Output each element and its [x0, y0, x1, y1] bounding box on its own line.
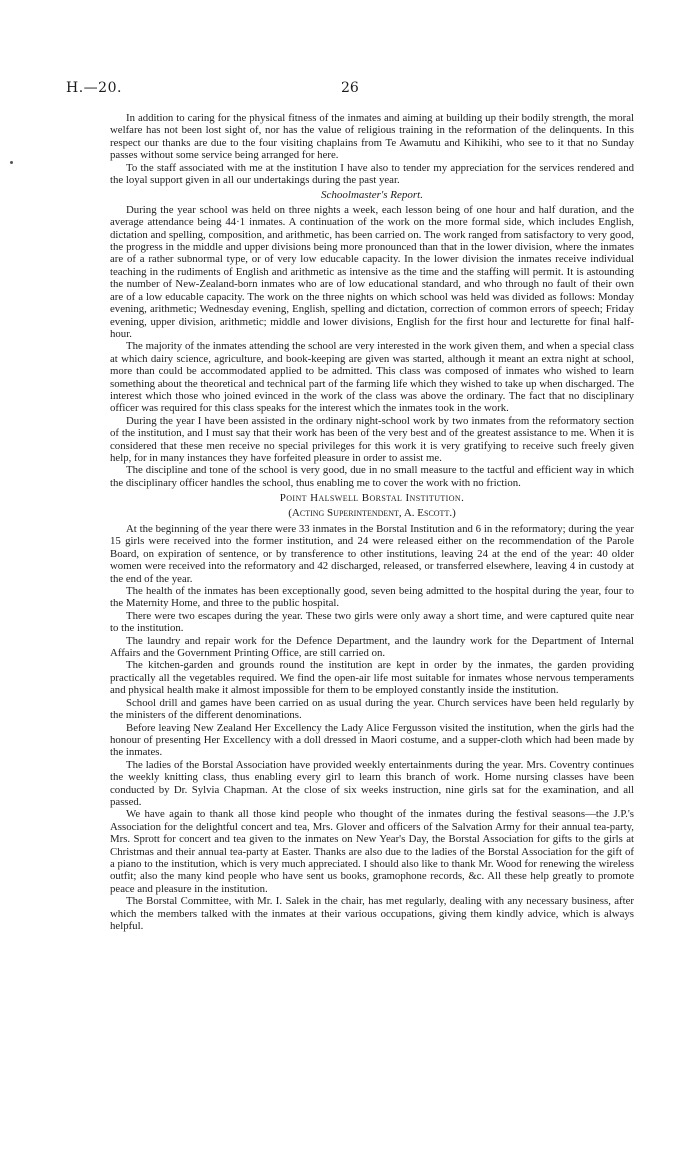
schoolmaster-report-heading: Schoolmaster's Report.: [321, 189, 423, 202]
paragraph: The laundry and repair work for the Defence Department, and the laundry work for the Department of Internal Affairs and the Government Printing Office, are still carried on.: [110, 634, 634, 660]
section-subtitle: (Acting Superintendent, A. Escott.): [288, 506, 456, 519]
paragraph: The ladies of the Borstal Association have provided weekly entertainments during the year. Mrs. Coventry continues the weekly knitting class, thus enabling every girl to learn this branch of work. Home nursing classes have been conducted by Dr. Sylvia Chapman. At the close of six weeks instruction, nine girls sat for the examination, and all passed.: [110, 758, 634, 808]
page-number: 26: [341, 80, 359, 96]
paragraph: The kitchen-garden and grounds round the institution are kept in order by the inmates, the garden providing practically all the vegetables required. We find the open-air life most suitable for inmates whose nervous temperaments and physical health make it almost impossible for them to be employed constantly inside the institution.: [110, 659, 634, 697]
paragraph: At the beginning of the year there were 33 inmates in the Borstal Institution and 6 in the reformatory; during the year 15 girls were received into the former institution, and 24 were released either on the recommendation of the Parole Board, on expiration of sentence, or by transference to other institutions, leaving 24 at the end of the year: 40 older women were received into the reformatory and 42 discharged, released, or transferred elsewhere, leaving 4 in custody at the end of the year.: [110, 523, 634, 585]
paragraph: The Borstal Committee, with Mr. I. Salek in the chair, has met regularly, dealing with any necessary business, after which the members talked with the inmates at their various occupations, giving them kindly advice, which is always helpful.: [110, 895, 634, 932]
paragraph: The discipline and tone of the school is very good, due in no small measure to the tactful and efficient way in which the disciplinary officer handles the school, thus enabling me to cover the work with no friction.: [110, 464, 634, 489]
margin-mark: [10, 161, 13, 164]
paragraph: The health of the inmates has been exceptionally good, seven being admitted to the hospital during the year, four to the Maternity Home, and three to the public hospital.: [110, 585, 634, 610]
paragraph: To the staff associated with me at the institution I have also to tender my appreciation for the services rendered and the loyal support given in all our undertakings during the past year.: [110, 161, 634, 187]
paragraph: Before leaving New Zealand Her Excellency the Lady Alice Fergusson visited the institution, when the girls had the honour of presenting Her Excellency with a doll dressed in Maori costume, and a supper-cloth which had been made by the inmates.: [110, 721, 634, 759]
paragraph: In addition to caring for the physical fitness of the inmates and aiming at building up their bodily strength, the moral welfare has not been lost sight of, nor has the value of religious training in the reformation of the delinquents. In this respect our thanks are due to the four visiting chaplains from Te Awamutu and Kihikihi, who see to it that no Sunday passes without some service being arranged for here.: [110, 112, 634, 162]
paragraph: There were two escapes during the year. These two girls were only away a short time, and were captured quite near to the institution.: [110, 609, 634, 635]
section-title: Point Halswell Borstal Institution.: [279, 492, 465, 505]
page-header: [66, 80, 636, 98]
body-text: [110, 112, 634, 932]
paragraph: During the year I have been assisted in the ordinary night-school work by two inmates from the reformatory section of the institution, and I must say that their work has been of the very best and of the greatest assistance to me. When it is considered that these men receive no special privileges for this work it is very gratifying to receive such freely given help, for in many instances they have forfeited pleasure in order to assist me.: [110, 414, 634, 464]
paragraph: School drill and games have been carried on as usual during the year. Church services have been held regularly by the ministers of the different denominations.: [110, 696, 634, 722]
document-reference: H.—20.: [66, 80, 122, 96]
paragraph: During the year school was held on three nights a week, each lesson being of one hour and half duration, and the average attendance being 44·1 inmates. A continuation of the work on the more formal side, which includes English, dictation and spelling, composition, and arithmetic, has been carried on. The work ranged from satisfactory to very good, the progress in the middle and upper divisions being more pronounced than that in the lower division, where the inmates are of a rather subnormal type, or of very low educable capacity. In the lower division the inmates receive individual teaching in the rudiments of English and arithmetic as intensive as the time and the staffing will permit. It is astounding the number of New-Zealand-born inmates who are of low educational standard, and who through no fault of their own are of a low educable capacity. The work on the three nights on which school was held was divided as follows: Monday evening, arithmetic; Wednesday evening, English, spelling and dictation, correction of common errors of speech; Friday evening, upper division, arithmetic; middle and lower divisions, English for the first hour and lecturette for final half-hour.: [110, 203, 634, 340]
paragraph: The majority of the inmates attending the school are very interested in the work given them, and when a special class at which dairy science, agriculture, and book-keeping are given was started, although it meant an extra night at school, more than could be accommodated applied to be admitted. This class was composed of inmates who wished to learn something about the theoretical and technical part of the farming life which they wished to take up when discharged. The interest which those who joined evinced in the work of the class was above the ordinary. The fact that no disciplinary officer was required for this class speaks for the interest which the inmates took in the work.: [110, 340, 634, 415]
paragraph: We have again to thank all those kind people who thought of the inmates during the festival seasons—the J.P.'s Association for the delightful concert and tea, Mrs. Glover and officers of the Salvation Army for their annual tea-party, Mrs. Sprott for concert and tea given to the inmates on New Year's Day, the Borstal Association for gifts to the girls at Christmas and their annual tea-party at Easter. Thanks are also due to the ladies of the Borstal Association for the gift of a piano to the institution, which is very much appreciated. I should also like to thank Mr. Wood for renewing the wireless outfit; also the many kind people who have sent us books, gramophone records, &c. All these help greatly to promote peace and pleasure in the institution.: [110, 808, 634, 895]
